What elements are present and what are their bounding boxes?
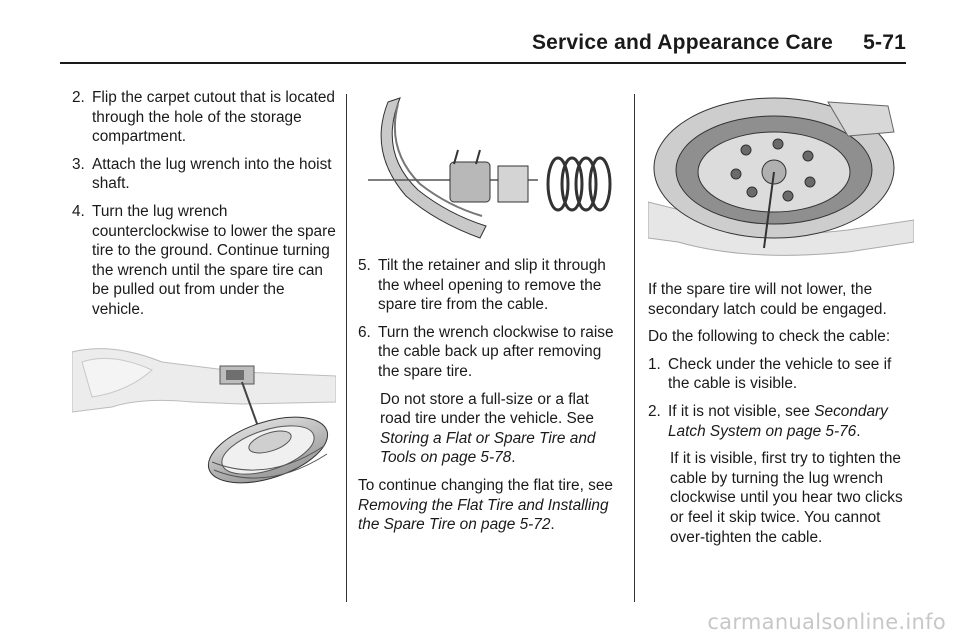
header-title <box>532 31 906 55</box>
watermark: carmanualsonline.info <box>707 610 946 634</box>
page-number: 5-71 <box>863 31 906 54</box>
step-text: Turn the lug wrench counterclockwise to lower the spare tire to the ground. Continue turning the wrench until the spare tire can be pulled out from under the vehicle. <box>92 202 336 318</box>
spare-tire-underbody-illustration <box>648 92 914 262</box>
step-text: Flip the carpet cutout that is located through the hole of the storage compartment. <box>92 89 335 146</box>
column-divider <box>634 94 635 602</box>
step-2 <box>72 88 336 147</box>
removing-flat-tire-link[interactable]: Removing the Flat Tire and Installing the Spare Tire on page 5-72 <box>358 496 609 534</box>
step-3 <box>72 155 336 194</box>
storing-flat-tire-link[interactable]: Storing a Flat or Spare Tire and Tools on page 5-78 <box>380 429 596 467</box>
continue-text: To continue changing the flat tire, see <box>358 476 613 494</box>
tighten-cable-note: If it is visible, first try to tighten the cable by turning the lug wrench clockwise until you hear two clicks or feel it skip twice. You cannot over-tighten the cable. <box>670 450 903 546</box>
step-text-end: . <box>856 422 861 440</box>
step-5 <box>358 256 616 315</box>
page-header <box>60 28 906 64</box>
step-4 <box>72 202 336 320</box>
column-1 <box>72 88 336 492</box>
continue-end: . <box>550 516 555 534</box>
section-title: Service and Appearance Care <box>531 31 834 54</box>
step-number: 4. <box>72 202 85 220</box>
step-text: Check under the vehicle to see if the cable is visible. <box>668 355 892 393</box>
step-text: Tilt the retainer and slip it through the wheel opening to remove the spare tire from the cable. <box>378 257 606 314</box>
column-2 <box>358 92 616 543</box>
step-number: 5. <box>358 257 371 274</box>
secondary-latch-link[interactable]: Secondary Latch System on page 5-76 <box>668 402 888 440</box>
storage-note <box>358 390 616 468</box>
step-number: 1. <box>648 355 661 373</box>
step-text: Turn the wrench clockwise to raise the cable back up after removing the spare tire. <box>378 323 614 380</box>
retainer-cable-illustration <box>358 92 616 242</box>
check-step-2 <box>648 402 914 441</box>
continue-paragraph <box>358 476 616 535</box>
step-number: 2. <box>72 89 85 106</box>
column-divider <box>346 94 347 602</box>
step-number: 3. <box>72 155 85 173</box>
step-6 <box>358 323 616 382</box>
spare-tire-lowered-illustration <box>72 342 336 492</box>
step-number: 6. <box>358 323 371 341</box>
intro-paragraph-1: If the spare tire will not lower, the secondary latch could be engaged. <box>648 281 887 318</box>
note-text: Do not store a full-size or a flat road tire under the vehicle. See <box>380 390 594 428</box>
step-text: Attach the lug wrench into the hoist shaft. <box>92 155 332 193</box>
note-end: . <box>511 449 516 467</box>
intro-paragraph-2: Do the following to check the cable: <box>648 328 891 346</box>
check-step-1 <box>648 355 914 394</box>
step-number: 2. <box>648 402 661 420</box>
column-3 <box>648 92 914 555</box>
step-text <box>668 402 914 441</box>
step-text-lead: If it is not visible, see <box>668 402 815 420</box>
